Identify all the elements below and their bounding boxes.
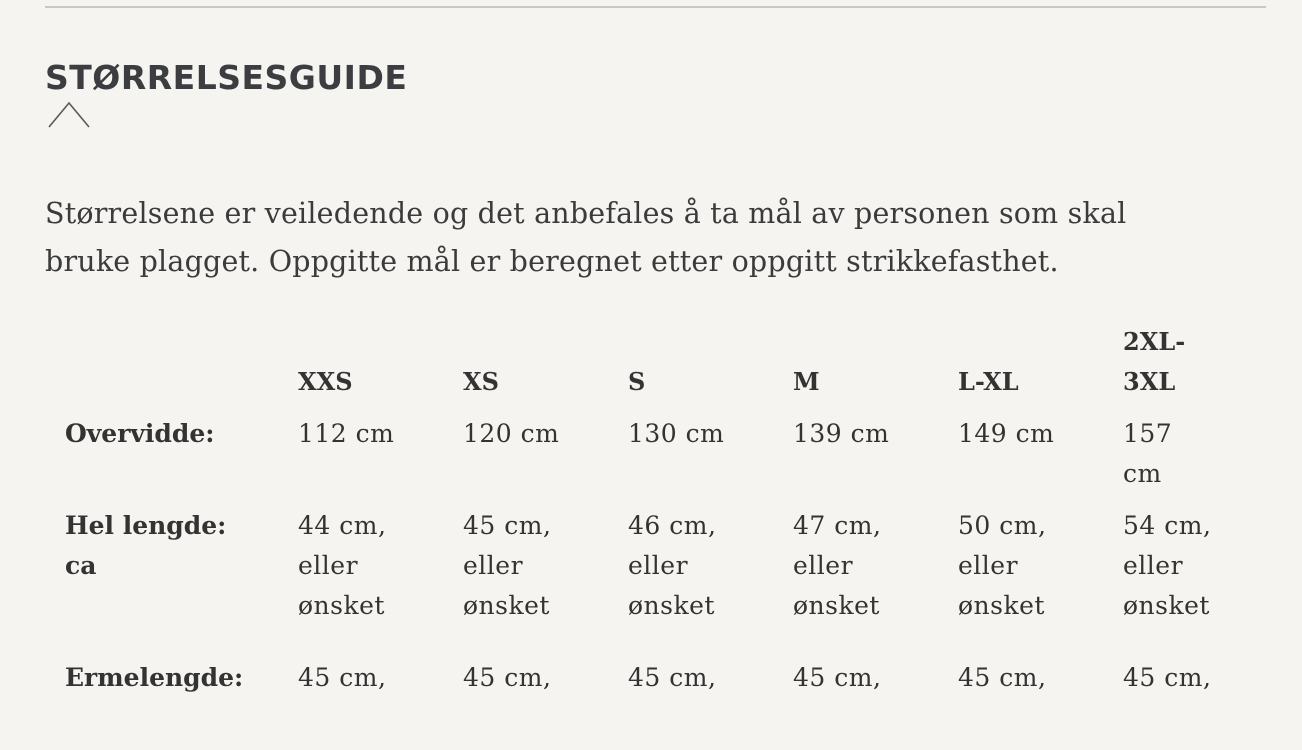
size-table bbox=[55, 322, 1212, 718]
table-cell: 50 cm, eller ønsket bbox=[958, 511, 1047, 620]
table-cell: 45 cm, eller ønsket bbox=[463, 511, 552, 620]
table-cell: 45 cm, bbox=[1123, 663, 1212, 692]
table-cell: 45 cm, bbox=[628, 663, 717, 692]
table-row bbox=[55, 494, 1212, 646]
size-header-s: S bbox=[628, 367, 646, 396]
header-corner bbox=[55, 322, 287, 402]
table-row bbox=[55, 646, 1212, 718]
table-cell: 120 cm bbox=[463, 419, 560, 448]
table-cell: 45 cm, bbox=[463, 663, 552, 692]
chevron-up-icon[interactable] bbox=[46, 100, 92, 130]
intro-line-1: Størrelsene er veiledende og det anbefales å ta mål av personen som skal bbox=[45, 197, 1127, 230]
intro-line-2: bruke plagget. Oppgitte mål er beregnet etter oppgitt strikkefasthet. bbox=[45, 245, 1059, 278]
table-cell: 54 cm, eller ønsket bbox=[1123, 511, 1212, 620]
table-cell: 45 cm, bbox=[958, 663, 1047, 692]
table-cell: 130 cm bbox=[628, 419, 725, 448]
table-cell: 44 cm, eller ønsket bbox=[298, 511, 387, 620]
size-guide-intro bbox=[45, 190, 1245, 286]
row-label-hel-lengde: Hel lengde: ca bbox=[65, 511, 227, 580]
size-header-xxs: XXS bbox=[298, 367, 353, 396]
row-label-overvidde: Overvidde: bbox=[65, 419, 215, 448]
table-cell: 139 cm bbox=[793, 419, 890, 448]
table-cell: 45 cm, bbox=[793, 663, 882, 692]
size-header-m: M bbox=[793, 367, 820, 396]
table-cell: 47 cm, eller ønsket bbox=[793, 511, 882, 620]
collapse-toggle[interactable] bbox=[46, 100, 92, 130]
row-label-ermelengde: Ermelengde: bbox=[65, 663, 244, 692]
section-divider bbox=[45, 6, 1266, 8]
size-header-xs: XS bbox=[463, 367, 499, 396]
table-cell: 46 cm, eller ønsket bbox=[628, 511, 717, 620]
size-header-row bbox=[55, 322, 1212, 402]
table-row bbox=[55, 402, 1212, 494]
table-cell: 112 cm bbox=[298, 419, 395, 448]
size-header-2xl-3xl: 2XL- 3XL bbox=[1123, 327, 1186, 396]
table-cell: 45 cm, bbox=[298, 663, 387, 692]
size-header-l-xl: L-XL bbox=[958, 367, 1019, 396]
table-cell: 149 cm bbox=[958, 419, 1055, 448]
table-cell: 157 cm bbox=[1123, 419, 1173, 488]
section-title[interactable]: STØRRELSESGUIDE bbox=[45, 58, 408, 97]
